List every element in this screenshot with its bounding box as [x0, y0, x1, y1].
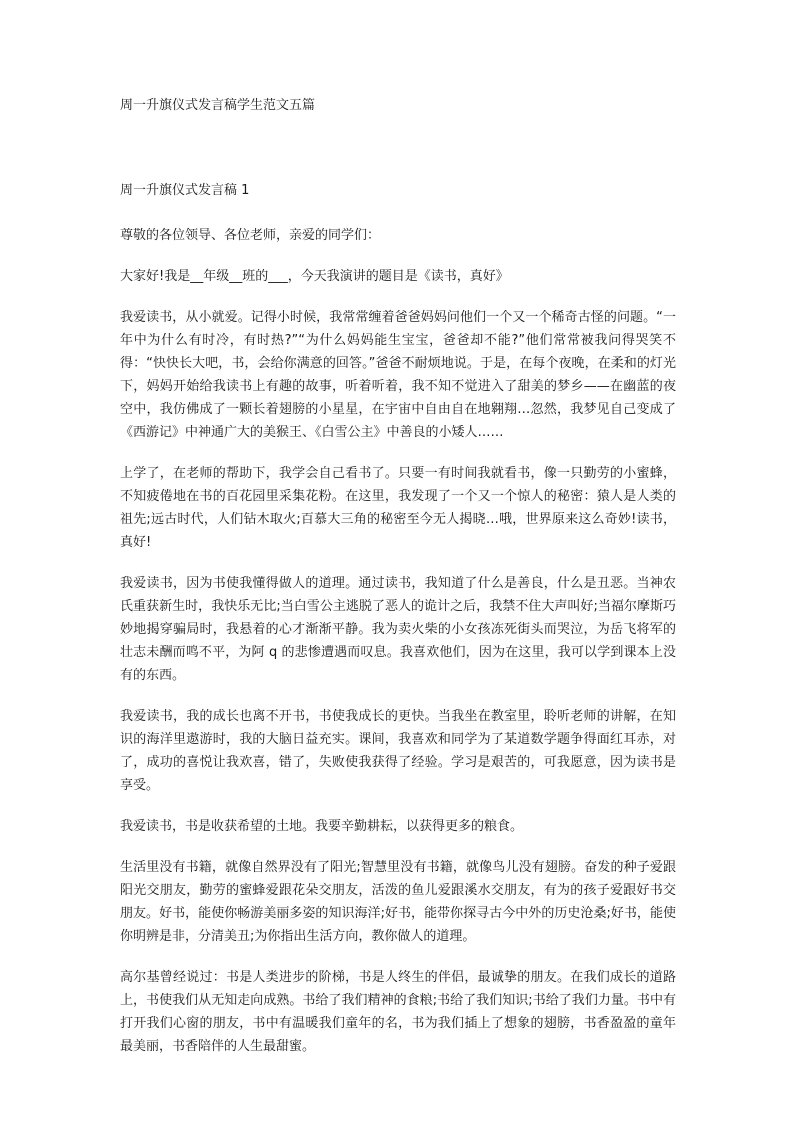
- paragraph-salutation: 尊敬的各位领导、各位老师，亲爱的同学们：: [120, 228, 381, 243]
- paragraph: 上学了，在老师的帮助下，我学会自己看书了。只要一有时间我就看书，像一只勤劳的小蜜蜂，不知疲倦地在书的百花园里采集花粉。在这里，我发现了一个又一个惊人的秘密：猿人是人类的祖先;远古时代，人们钻木取火;百慕大三角的秘密至今无人揭晓…哦，世界原来这么奇妙!读书，真好!: [120, 466, 676, 550]
- section-heading: 周一升旗仪式发言稿 1: [120, 183, 250, 198]
- paragraph: 生活里没有书籍，就像自然界没有了阳光;智慧里没有书籍，就像鸟儿没有翅膀。奋发的种子爱跟阳光交朋友，勤劳的蜜蜂爱跟花朵交朋友，活泼的鱼儿爱跟溪水交朋友，有为的孩子爱跟好书交朋友。好书，能使你畅游美丽多姿的知识海洋;好书，能带你探寻古今中外的历史沧桑;好书，能使你明辨是非，分清美丑;为你指出生活方向，教你做人的道理。: [120, 860, 676, 944]
- paragraph: 我爱读书，我的成长也离不开书，书使我成长的更快。当我坐在教室里，聆听老师的讲解，在知识的海洋里遨游时，我的大脑日益充实。课间，我喜欢和同学为了某道数学题争得面红耳赤，对了，成功的喜悦让我欢喜，错了，失败使我获得了经验。学习是艰苦的，可我愿意，因为读书是享受。: [120, 709, 676, 793]
- paragraph: 我爱读书，从小就爱。记得小时候，我常常缠着爸爸妈妈问他们一个又一个稀奇古怪的问题。“一年中为什么有时冷，有时热?”“为什么妈妈能生宝宝，爸爸却不能?”他们常常被我问得哭笑不得：“快快长大吧，书，会给你满意的回答。”爸爸不耐烦地说。于是，在每个夜晚，在柔和的灯光下，妈妈开始给我读书上有趣的故事，听着听着，我不知不觉进入了甜美的梦乡——在幽蓝的夜空中，我仿佛成了一颗长着翅膀的小星星，在宇宙中自由自在地翱翔…忽然，我梦见自己变成了《西游记》中神通广大的美猴王、《白雪公主》中善良的小矮人……: [120, 310, 676, 440]
- paragraph: 我爱读书，书是收获希望的土地。我要辛勤耕耘，以获得更多的粮食。: [120, 819, 524, 834]
- paragraph: 高尔基曾经说过：书是人类进步的阶梯，书是人终生的伴侣，最诚挚的朋友。在我们成长的道路上，书使我们从无知走向成熟。书给了我们精神的食粮;书给了我们知识;书给了我们力量。书中有打开我们心窗的朋友，书中有温暖我们童年的名，书为我们插上了想象的翅膀，书香盈盈的童年最美丽，书香陪伴的人生最甜蜜。: [120, 970, 676, 1054]
- document-title: 周一升旗仪式发言稿学生范文五篇: [120, 98, 316, 113]
- document-body: [120, 224, 676, 1076]
- paragraph-greeting: 大家好!我是__年级__班的___，今天我演讲的题目是《读书，真好》: [120, 269, 509, 284]
- paragraph: 我爱读书，因为书使我懂得做人的道理。通过读书，我知道了什么是善良，什么是丑恶。当神农氏重获新生时，我快乐无比;当白雪公主逃脱了恶人的诡计之后，我禁不住大声叫好;当福尔摩斯巧妙地揭穿骗局时，我悬着的心才渐渐平静。我为卖火柴的小女孩冻死街头而哭泣，为岳飞将军的壮志未酬而鸣不平，为阿 q 的悲惨遭遇而叹息。我喜欢他们，因为在这里，我可以学到课本上没有的东西。: [120, 576, 676, 683]
